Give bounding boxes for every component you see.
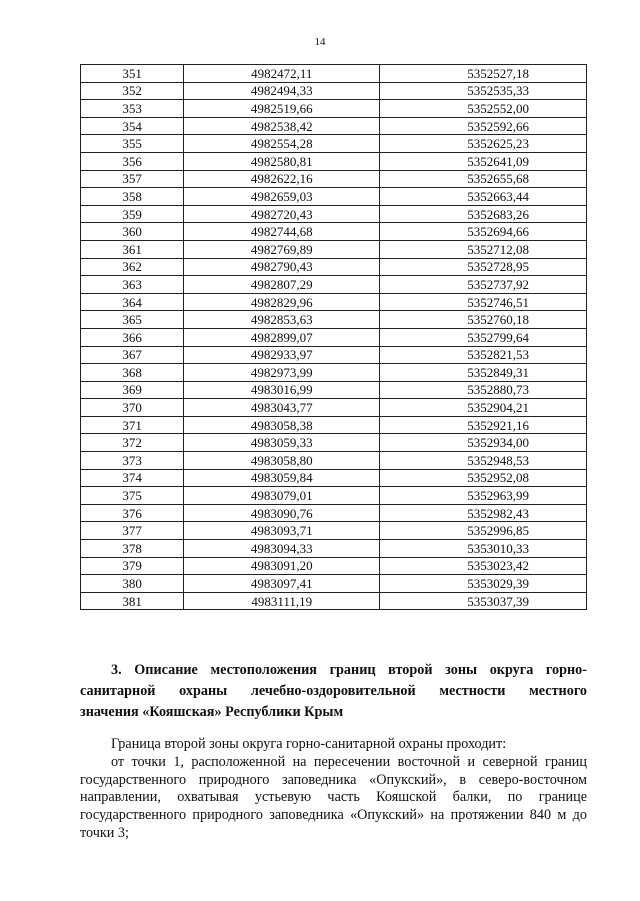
table-row: [81, 487, 587, 505]
section-heading-line-1: 3. Описание местоположения границ второй зоны округа горно-: [111, 662, 587, 678]
x-coordinate-cell: 4982659,03: [184, 188, 380, 206]
x-coordinate-cell: 4983016,99: [184, 381, 380, 399]
table-row: [81, 540, 587, 558]
point-number-cell: 381: [81, 592, 184, 610]
x-coordinate-cell: 4982538,42: [184, 117, 380, 135]
point-number-cell: 354: [81, 117, 184, 135]
x-coordinate-cell: 4982899,07: [184, 328, 380, 346]
y-coordinate-cell: 5352963,99: [380, 487, 587, 505]
x-coordinate-cell: 4983079,01: [184, 487, 380, 505]
point-number-cell: 373: [81, 452, 184, 470]
x-coordinate-cell: 4983097,41: [184, 575, 380, 593]
point-number-cell: 364: [81, 293, 184, 311]
x-coordinate-cell: 4982622,16: [184, 170, 380, 188]
x-coordinate-cell: 4983111,19: [184, 592, 380, 610]
point-number-cell: 365: [81, 311, 184, 329]
y-coordinate-cell: 5352663,44: [380, 188, 587, 206]
table-row: [81, 276, 587, 294]
table-row: [81, 82, 587, 100]
y-coordinate-cell: 5352737,92: [380, 276, 587, 294]
section-heading-line-3: значения «Кояшская» Республики Крым: [80, 704, 344, 720]
x-coordinate-cell: 4983059,33: [184, 434, 380, 452]
section-intro: Граница второй зоны округа горно-санитарной охраны проходит:: [111, 736, 507, 752]
x-coordinate-cell: 4982472,11: [184, 65, 380, 83]
table-row: [81, 416, 587, 434]
x-coordinate-cell: 4982769,89: [184, 240, 380, 258]
point-number-cell: 366: [81, 328, 184, 346]
x-coordinate-cell: 4982519,66: [184, 100, 380, 118]
y-coordinate-cell: 5352982,43: [380, 504, 587, 522]
point-number-cell: 351: [81, 65, 184, 83]
point-number-cell: 358: [81, 188, 184, 206]
table-row: [81, 152, 587, 170]
table-row: [81, 522, 587, 540]
table-row: [81, 258, 587, 276]
table-row: [81, 188, 587, 206]
point-number-cell: 359: [81, 205, 184, 223]
x-coordinate-cell: 4983093,71: [184, 522, 380, 540]
table-row: [81, 293, 587, 311]
y-coordinate-cell: 5353023,42: [380, 557, 587, 575]
x-coordinate-cell: 4982829,96: [184, 293, 380, 311]
y-coordinate-cell: 5352849,31: [380, 364, 587, 382]
table-row: [81, 592, 587, 610]
x-coordinate-cell: 4982554,28: [184, 135, 380, 153]
point-number-cell: 357: [81, 170, 184, 188]
x-coordinate-cell: 4982494,33: [184, 82, 380, 100]
table-row: [81, 399, 587, 417]
point-number-cell: 372: [81, 434, 184, 452]
x-coordinate-cell: 4982853,63: [184, 311, 380, 329]
table-row: [81, 364, 587, 382]
table-row: [81, 223, 587, 241]
coordinates-table-body: [81, 65, 587, 610]
y-coordinate-cell: 5352821,53: [380, 346, 587, 364]
table-row: [81, 135, 587, 153]
y-coordinate-cell: 5352592,66: [380, 117, 587, 135]
point-number-cell: 377: [81, 522, 184, 540]
table-row: [81, 346, 587, 364]
point-number-cell: 369: [81, 381, 184, 399]
y-coordinate-cell: 5352996,85: [380, 522, 587, 540]
table-row: [81, 575, 587, 593]
table-row: [81, 117, 587, 135]
y-coordinate-cell: 5353010,33: [380, 540, 587, 558]
x-coordinate-cell: 4983058,80: [184, 452, 380, 470]
table-row: [81, 311, 587, 329]
point-number-cell: 367: [81, 346, 184, 364]
table-row: [81, 170, 587, 188]
point-number-cell: 352: [81, 82, 184, 100]
x-coordinate-cell: 4982790,43: [184, 258, 380, 276]
x-coordinate-cell: 4983091,20: [184, 557, 380, 575]
x-coordinate-cell: 4983090,76: [184, 504, 380, 522]
point-number-cell: 362: [81, 258, 184, 276]
x-coordinate-cell: 4983094,33: [184, 540, 380, 558]
section-heading: [80, 660, 587, 723]
x-coordinate-cell: 4983059,84: [184, 469, 380, 487]
table-row: [81, 240, 587, 258]
y-coordinate-cell: 5352952,08: [380, 469, 587, 487]
table-row: [81, 434, 587, 452]
y-coordinate-cell: 5352948,53: [380, 452, 587, 470]
y-coordinate-cell: 5352641,09: [380, 152, 587, 170]
y-coordinate-cell: 5352760,18: [380, 311, 587, 329]
y-coordinate-cell: 5352552,00: [380, 100, 587, 118]
x-coordinate-cell: 4982580,81: [184, 152, 380, 170]
table-row: [81, 469, 587, 487]
point-number-cell: 353: [81, 100, 184, 118]
y-coordinate-cell: 5352683,26: [380, 205, 587, 223]
x-coordinate-cell: 4982807,29: [184, 276, 380, 294]
section-body: [80, 736, 587, 843]
point-number-cell: 370: [81, 399, 184, 417]
table-row: [81, 65, 587, 83]
point-number-cell: 368: [81, 364, 184, 382]
x-coordinate-cell: 4983043,77: [184, 399, 380, 417]
point-number-cell: 371: [81, 416, 184, 434]
y-coordinate-cell: 5353037,39: [380, 592, 587, 610]
x-coordinate-cell: 4983058,38: [184, 416, 380, 434]
point-number-cell: 376: [81, 504, 184, 522]
point-number-cell: 378: [81, 540, 184, 558]
x-coordinate-cell: 4982744,68: [184, 223, 380, 241]
y-coordinate-cell: 5352746,51: [380, 293, 587, 311]
table-row: [81, 504, 587, 522]
section-heading-line-2: санитарной охраны лечебно-оздоровительной местности местного: [80, 683, 587, 699]
point-number-cell: 363: [81, 276, 184, 294]
x-coordinate-cell: 4982973,99: [184, 364, 380, 382]
table-row: [81, 205, 587, 223]
y-coordinate-cell: 5352655,68: [380, 170, 587, 188]
table-row: [81, 452, 587, 470]
y-coordinate-cell: 5352728,95: [380, 258, 587, 276]
x-coordinate-cell: 4982720,43: [184, 205, 380, 223]
table-row: [81, 381, 587, 399]
y-coordinate-cell: 5352934,00: [380, 434, 587, 452]
point-number-cell: 356: [81, 152, 184, 170]
y-coordinate-cell: 5352535,33: [380, 82, 587, 100]
point-number-cell: 355: [81, 135, 184, 153]
table-row: [81, 557, 587, 575]
y-coordinate-cell: 5352880,73: [380, 381, 587, 399]
point-number-cell: 380: [81, 575, 184, 593]
point-number-cell: 361: [81, 240, 184, 258]
point-number-cell: 374: [81, 469, 184, 487]
point-number-cell: 360: [81, 223, 184, 241]
x-coordinate-cell: 4982933,97: [184, 346, 380, 364]
y-coordinate-cell: 5352799,64: [380, 328, 587, 346]
y-coordinate-cell: 5352712,08: [380, 240, 587, 258]
y-coordinate-cell: 5352694,66: [380, 223, 587, 241]
point-number-cell: 375: [81, 487, 184, 505]
section-paragraph: от точки 1, расположенной на пересечении восточной и северной границ государственного природного заповедника «Опукский», в северо-восточном направлении, охватывая устьевую часть Кояшской балки, по границе государственного природного заповедника «Опукский» на протяжении 840 м до точки 3;: [80, 753, 587, 841]
y-coordinate-cell: 5352527,18: [380, 65, 587, 83]
y-coordinate-cell: 5352904,21: [380, 399, 587, 417]
y-coordinate-cell: 5353029,39: [380, 575, 587, 593]
y-coordinate-cell: 5352921,16: [380, 416, 587, 434]
point-number-cell: 379: [81, 557, 184, 575]
table-row: [81, 100, 587, 118]
y-coordinate-cell: 5352625,23: [380, 135, 587, 153]
coordinates-table: [80, 64, 587, 610]
page-number: 14: [314, 36, 326, 48]
table-row: [81, 328, 587, 346]
